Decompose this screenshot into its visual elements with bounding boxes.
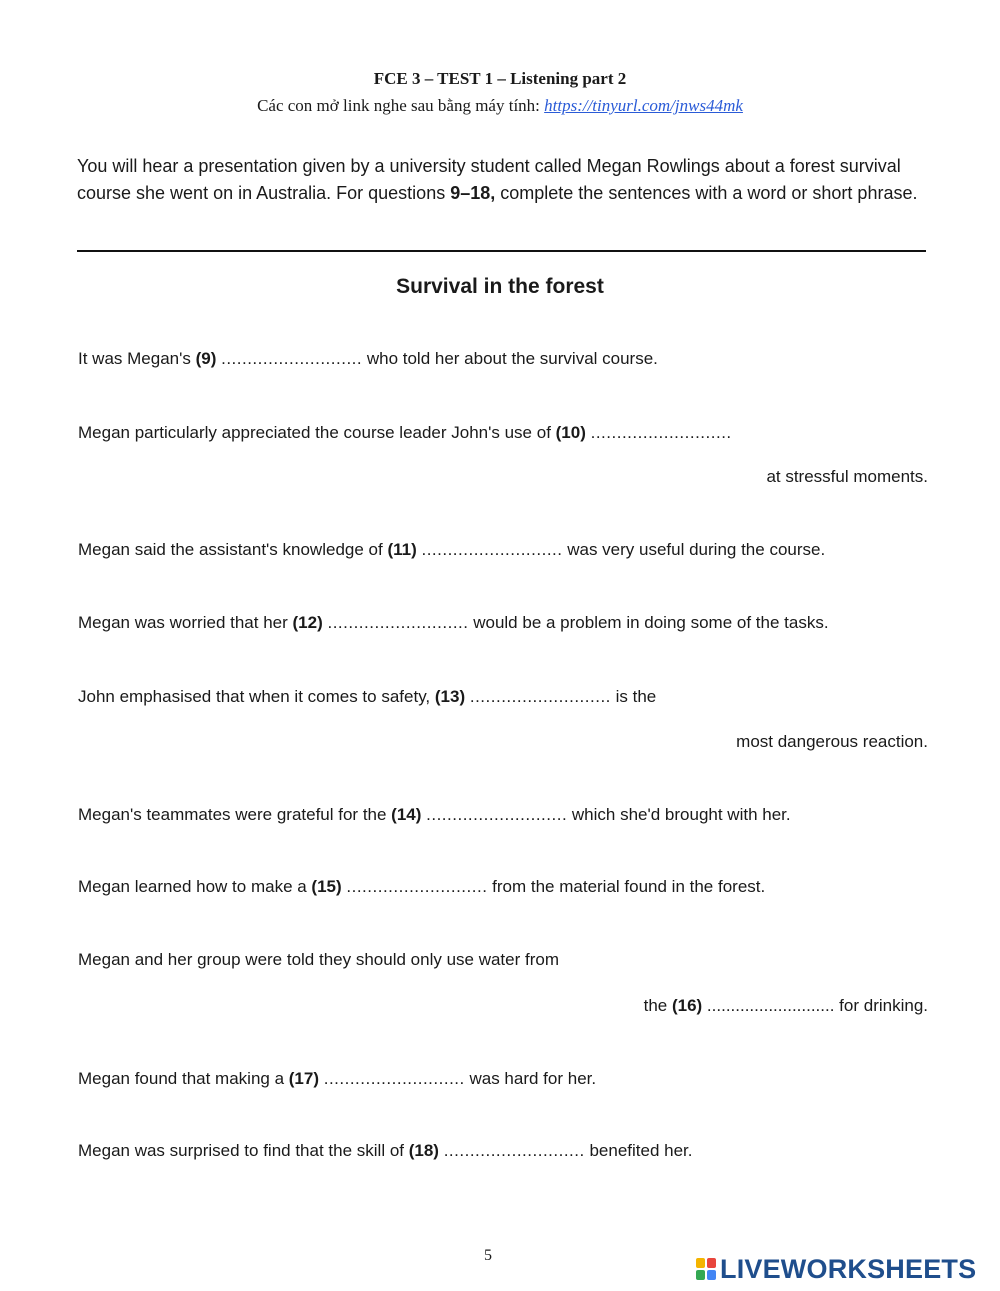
listening-instruction bbox=[0, 96, 1000, 116]
question-17 bbox=[78, 1069, 596, 1089]
audio-link[interactable]: https://tinyurl.com/jnws44mk bbox=[544, 96, 743, 115]
task-instructions-part1: You will hear a presentation given by a university student called Megan Rowlings about a forest survival course she went on in Australia. For questions bbox=[77, 156, 901, 203]
question-number: (16) bbox=[671, 996, 703, 1015]
logo-square-red bbox=[707, 1258, 716, 1268]
question-12 bbox=[78, 613, 829, 633]
question-text: Megan said the assistant's knowledge of bbox=[78, 540, 388, 559]
question-18 bbox=[78, 1141, 693, 1161]
task-instructions-part2: complete the sentences with a word or short phrase. bbox=[495, 183, 918, 203]
question-number: (14) bbox=[391, 805, 422, 824]
question-text: was very useful during the course. bbox=[562, 540, 826, 559]
question-number: (10) bbox=[555, 423, 586, 442]
question-number: (17) bbox=[288, 1069, 319, 1088]
question-number: (15) bbox=[311, 877, 342, 896]
question-number: (13) bbox=[434, 687, 466, 706]
question-text: who told her about the survival course. bbox=[362, 349, 658, 368]
question-16-continuation bbox=[644, 996, 928, 1016]
answer-blank[interactable]: ........................... bbox=[421, 540, 563, 559]
question-range: 9–18, bbox=[450, 183, 496, 203]
divider bbox=[77, 250, 926, 252]
question-13-continuation: most dangerous reaction. bbox=[736, 732, 928, 751]
task-instructions bbox=[77, 153, 937, 207]
liveworksheets-logo bbox=[696, 1254, 976, 1284]
question-13 bbox=[78, 687, 656, 707]
listening-instruction-text: Các con mở link nghe sau bằng máy tính: bbox=[257, 96, 545, 115]
document-title: FCE 3 – TEST 1 – Listening part 2 bbox=[373, 69, 627, 88]
answer-blank[interactable]: ........................... bbox=[469, 687, 611, 706]
question-10-continuation: at stressful moments. bbox=[766, 467, 928, 486]
question-text: was hard for her. bbox=[464, 1069, 597, 1088]
question-text: Megan particularly appreciated the course leader John's use of bbox=[78, 423, 556, 442]
answer-blank[interactable]: ........................... bbox=[221, 349, 363, 368]
logo-text: LIVEWORKSHEETS bbox=[720, 1253, 977, 1284]
question-number: (12) bbox=[292, 613, 323, 632]
question-text: Megan was surprised to find that the skill of bbox=[78, 1141, 409, 1160]
question-10 bbox=[78, 423, 732, 443]
question-number: (9) bbox=[195, 349, 217, 368]
question-text: Megan learned how to make a bbox=[78, 877, 312, 896]
logo-square-blue bbox=[707, 1270, 716, 1280]
question-number: (18) bbox=[408, 1141, 439, 1160]
section-title: Survival in the forest bbox=[396, 275, 604, 298]
answer-blank[interactable]: ........................... bbox=[706, 996, 835, 1015]
question-text: is the bbox=[610, 687, 657, 706]
question-text: from the material found in the forest. bbox=[487, 877, 766, 896]
question-text: benefited her. bbox=[584, 1141, 693, 1160]
logo-square-green bbox=[696, 1270, 705, 1280]
question-number: (11) bbox=[387, 540, 417, 559]
question-text: which she'd brought with her. bbox=[567, 805, 791, 824]
liveworksheets-logo-icon bbox=[696, 1258, 716, 1280]
question-9 bbox=[78, 349, 658, 369]
question-text: would be a problem in doing some of the tasks. bbox=[468, 613, 829, 632]
question-text: Megan's teammates were grateful for the bbox=[78, 805, 392, 824]
question-text: for drinking. bbox=[834, 996, 928, 1015]
logo-square-yellow bbox=[696, 1258, 705, 1268]
answer-blank[interactable]: ........................... bbox=[323, 1069, 465, 1088]
answer-blank[interactable]: ........................... bbox=[443, 1141, 585, 1160]
question-text: John emphasised that when it comes to safety, bbox=[78, 687, 435, 706]
answer-blank[interactable]: ........................... bbox=[426, 805, 568, 824]
question-11 bbox=[78, 540, 825, 560]
question-text: the bbox=[643, 996, 672, 1015]
answer-blank[interactable]: ........................... bbox=[346, 877, 488, 896]
answer-blank[interactable]: ........................... bbox=[327, 613, 469, 632]
answer-blank[interactable]: ........................... bbox=[590, 423, 732, 442]
question-16 bbox=[78, 950, 559, 970]
question-15 bbox=[78, 877, 765, 897]
question-text: Megan and her group were told they should only use water from bbox=[78, 950, 559, 969]
page-number: 5 bbox=[484, 1247, 492, 1264]
question-text: Megan found that making a bbox=[78, 1069, 289, 1088]
question-text: It was Megan's bbox=[78, 349, 196, 368]
question-14 bbox=[78, 805, 791, 825]
question-text: Megan was worried that her bbox=[78, 613, 293, 632]
